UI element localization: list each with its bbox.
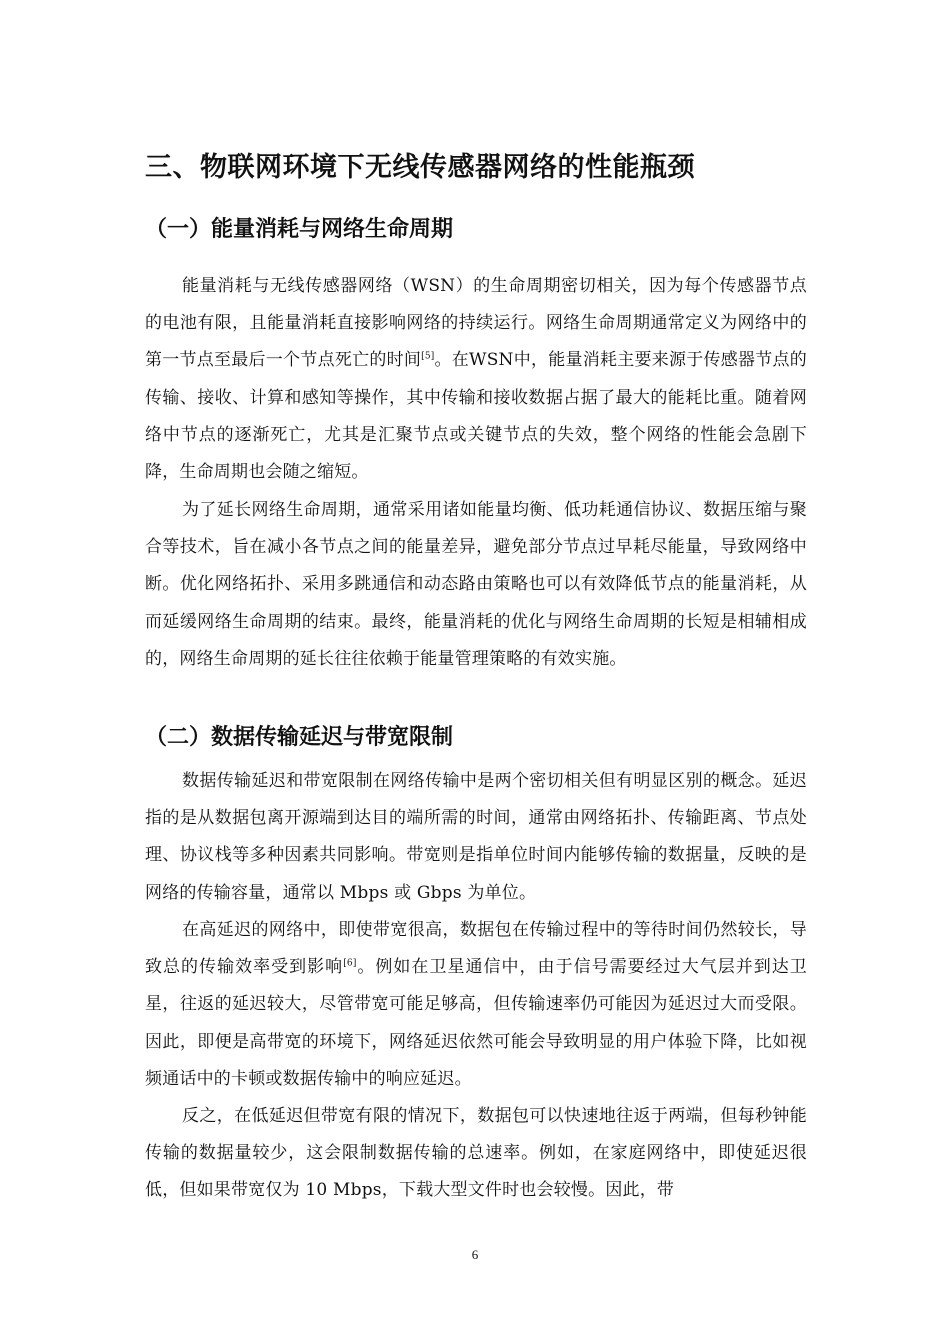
citation-ref: [6] <box>343 958 357 969</box>
paragraph-energy-1 <box>145 268 807 491</box>
paragraph-text: 能量消耗与无线传感器网络（WSN）的生命周期密切相关，因为每个传感器节点的电池有限，且能量消耗直接影响网络的持续运行。网络生命周期通常定义为网络中的第一节点至最后一个节点死亡的时间 <box>145 276 807 371</box>
paragraph-latency-2 <box>145 912 807 1098</box>
paragraph-text: 。在WSN中，能量消耗主要来源于传感器节点的传输、接收、计算和感知等操作，其中传输和接收数据占据了最大的能耗比重。随着网络中节点的逐渐死亡，尤其是汇聚节点或关键节点的失效，整个网络的性能会急剧下降，生命周期也会随之缩短。 <box>145 350 807 483</box>
paragraph-latency-1: 数据传输延迟和带宽限制在网络传输中是两个密切相关但有明显区别的概念。延迟指的是从数据包离开源端到达目的端所需的时间，通常由网络拓扑、传输距离、节点处理、协议栈等多种因素共同影响。带宽则是指单位时间内能够传输的数据量，反映的是网络的传输容量，通常以 Mbps 或 Gbps 为单位。 <box>145 771 807 903</box>
page-number: 6 <box>471 1247 479 1262</box>
section-heading-energy: （一）能量消耗与网络生命周期 <box>145 217 454 242</box>
paragraph-text: 在高延迟的网络中，即使带宽很高，数据包在传输过程中的等待时间仍然较长，导致总的传输效率受到影响 <box>145 920 807 978</box>
chapter-heading: 三、物联网环境下无线传感器网络的性能瓶颈 <box>145 152 695 183</box>
citation-ref: [5] <box>421 351 435 362</box>
section-heading-latency: （二）数据传输延迟与带宽限制 <box>145 725 454 750</box>
paragraph-latency-3: 反之，在低延迟但带宽有限的情况下，数据包可以快速地往返于两端，但每秒钟能传输的数据量较少，这会限制数据传输的总速率。例如，在家庭网络中，即使延迟很低，但如果带宽仅为 10 Mbps，下载大型文件时也会较慢。因此，带 <box>145 1106 807 1201</box>
paragraph-text: 。例如在卫星通信中，由于信号需要经过大气层并到达卫星，往返的延迟较大，尽管带宽可能足够高，但传输速率仍可能因为延迟过大而受限。因此，即便是高带宽的环境下，网络延迟依然可能会导致明显的用户体验下降，比如视频通话中的卡顿或数据传输中的响应延迟。 <box>145 957 808 1089</box>
paragraph-energy-2: 为了延长网络生命周期，通常采用诸如能量均衡、低功耗通信协议、数据压缩与聚合等技术，旨在减小各节点之间的能量差异，避免部分节点过早耗尽能量，导致网络中断。优化网络拓扑、采用多跳通信和动态路由策略也可以有效降低节点的能量消耗，从而延缓网络生命周期的结束。最终，能量消耗的优化与网络生命周期的长短是相辅相成的，网络生命周期的延长往往依赖于能量管理策略的有效实施。 <box>145 500 807 669</box>
